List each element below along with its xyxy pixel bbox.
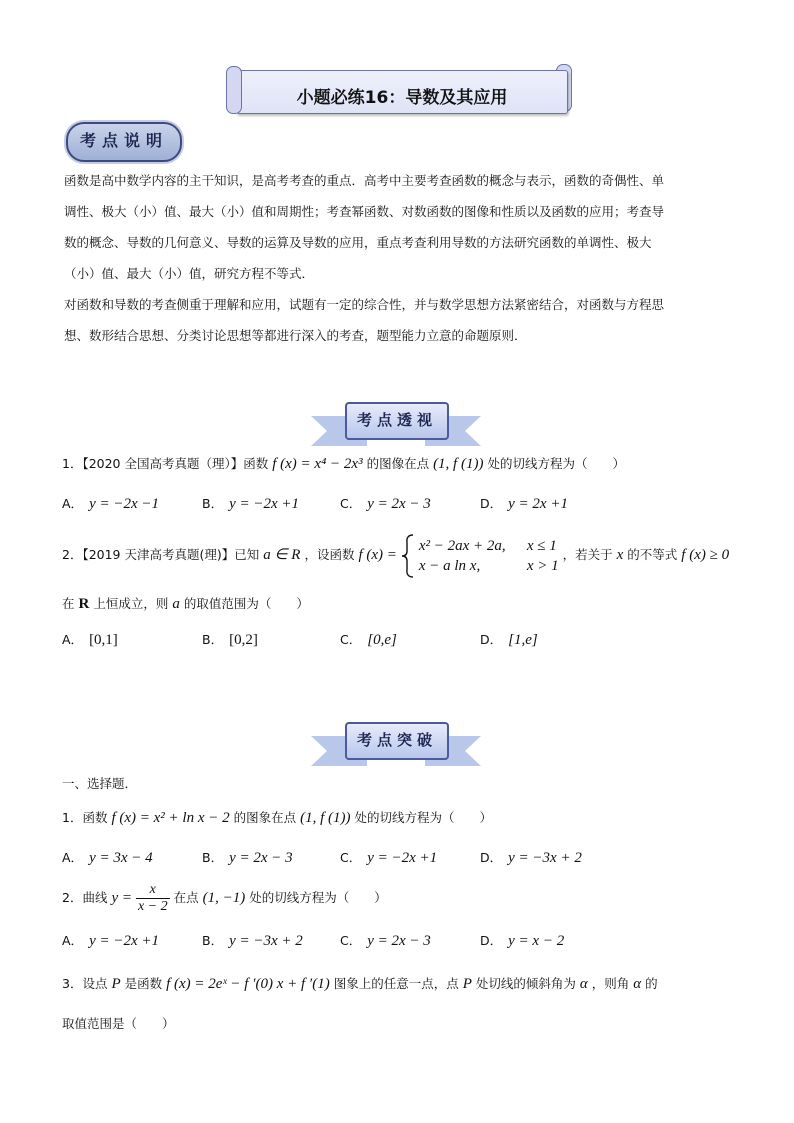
question-2-breakthrough (62, 880, 387, 916)
title-scroll (226, 64, 572, 114)
left-brace-icon (401, 533, 415, 579)
question-text: 上恒成立，则 (93, 596, 169, 611)
option-c[interactable] (340, 494, 431, 513)
case-expression: x − a ln x, (418, 557, 481, 574)
inequality-expression: f (x) ≥ 0 (681, 547, 730, 563)
option-value: y = 2x − 3 (229, 850, 293, 866)
option-label: B． (202, 850, 224, 865)
question-text: 的取值范围为（ ） (183, 596, 309, 611)
option-c[interactable] (340, 630, 397, 649)
section-ribbon-breakthrough (311, 722, 481, 766)
option-label: D． (480, 632, 503, 647)
option-label: A． (62, 496, 84, 511)
question-text: 处的切线方程为（ ） (249, 890, 387, 905)
option-label: D． (480, 850, 503, 865)
question-text: ，则角 (591, 976, 630, 991)
question-text: ，设函数 (304, 547, 355, 562)
option-value: [0,1] (89, 632, 118, 648)
page-title: 小题必练16：导数及其应用 (296, 88, 508, 108)
question-text: 的图像在点 (366, 456, 430, 471)
case-condition: x ≤ 1 (526, 537, 557, 554)
intro-line: 函数是高中数学内容的主干知识，是高考考查的重点．高考中主要考查函数的概念与表示，函数的奇偶性、单 (64, 173, 665, 188)
option-value: y = −2x +1 (367, 850, 438, 866)
function-expression: f (x) = 2eˣ − f ′(0) x + f ′(1) (166, 976, 330, 992)
option-value: y = 2x − 3 (367, 496, 431, 512)
question-text: 的不等式 (627, 547, 678, 562)
case-row-2 (419, 556, 559, 576)
option-label: D． (480, 496, 503, 511)
option-value: y = x − 2 (508, 933, 565, 949)
case-condition: x > 1 (526, 557, 559, 574)
question-text: 是函数 (124, 976, 163, 991)
option-value: [0,e] (367, 632, 397, 648)
question-text: 的图象在点 (233, 810, 297, 825)
option-label: B． (202, 933, 224, 948)
piecewise-function (401, 532, 559, 579)
question-text: 处的切线方程为（ ） (354, 810, 492, 825)
variable: x (616, 547, 624, 563)
variable: P (111, 976, 121, 992)
option-a[interactable] (62, 630, 118, 649)
case-row-1 (419, 536, 559, 556)
option-d[interactable] (480, 494, 568, 513)
question-text: 2．【2019 天津高考真题(理)】已知 (62, 547, 260, 562)
question-1-perspective (62, 454, 625, 473)
question-2-line-2 (62, 594, 309, 613)
fraction-denominator: x − 2 (137, 899, 168, 914)
option-value: y = 3x − 4 (89, 850, 153, 866)
option-label: C． (340, 632, 362, 647)
option-d[interactable] (480, 630, 538, 649)
option-label: A． (62, 632, 84, 647)
intro-line: 数的概念、导数的几何意义、导数的运算及导数的应用，重点考查利用导数的方法研究函数的单调性、极大 (64, 235, 652, 250)
option-label: B． (202, 496, 224, 511)
question-text: 在 (62, 596, 75, 611)
option-b[interactable] (202, 494, 299, 513)
question-text: 2．曲线 (62, 890, 108, 905)
option-value: [0,2] (229, 632, 258, 648)
option-a[interactable] (62, 494, 159, 513)
question-text: 1．函数 (62, 810, 108, 825)
intro-line: 对函数和导数的考查侧重于理解和应用，试题有一定的综合性，并与数学思想方法紧密结合，对函数与方程思 (64, 297, 665, 312)
variable: α (579, 976, 588, 992)
option-b[interactable] (202, 931, 303, 950)
intro-text (64, 165, 734, 351)
option-value: y = 2x − 3 (367, 933, 431, 949)
ribbon-label: 考点突破 (345, 722, 449, 760)
option-label: C． (340, 933, 362, 948)
question-text: 处的切线方程为（ ） (487, 456, 625, 471)
ribbon-label: 考点透视 (345, 402, 449, 440)
option-a[interactable] (62, 848, 153, 867)
point-expression: (1, f (1)) (300, 810, 351, 826)
question-text: 在点 (173, 890, 199, 905)
section-badge: 考点说明 (66, 122, 182, 162)
option-b[interactable] (202, 848, 293, 867)
intro-line: 调性、极大（小）值、最大（小）值和周期性；考查幂函数、对数函数的图像和性质以及函数的应用；考查导 (64, 204, 665, 219)
question-2-perspective (62, 532, 729, 579)
piecewise-cases (419, 536, 559, 576)
option-d[interactable] (480, 848, 582, 867)
variable: α (633, 976, 642, 992)
point-expression: (1, f (1)) (433, 456, 484, 472)
function-expression: f (x) = x⁴ − 2x³ (272, 456, 363, 472)
section-heading: 一、选择题． (62, 776, 138, 791)
option-label: A． (62, 850, 84, 865)
variable: a (172, 596, 180, 612)
scroll-curl-left (226, 66, 242, 114)
option-c[interactable] (340, 848, 437, 867)
fraction (136, 882, 170, 915)
intro-line: 想、数形结合思想、分类讨论思想等都进行深入的考查，题型能力立意的命题原则． (64, 328, 527, 343)
option-label: D． (480, 933, 503, 948)
real-set-symbol: R (78, 596, 90, 612)
option-label: B． (202, 632, 224, 647)
option-value: y = −3x + 2 (508, 850, 582, 866)
condition-expression: a ∈ R (263, 547, 301, 563)
option-value: y = −2x +1 (229, 496, 300, 512)
option-a[interactable] (62, 931, 159, 950)
question-1-breakthrough (62, 808, 492, 827)
question-3-line-2: 取值范围是（ ） (62, 1016, 175, 1031)
curve-expression: y = (111, 890, 132, 906)
function-expression: f (x) = (358, 547, 397, 563)
option-label: A． (62, 933, 84, 948)
scroll-body (236, 70, 568, 114)
question-3-breakthrough (62, 974, 658, 993)
fraction-numerator: x (136, 882, 170, 899)
question-text: 的 (645, 976, 658, 991)
option-d[interactable] (480, 931, 564, 950)
question-text: 图象上的任意一点，点 (333, 976, 459, 991)
question-text: 3．设点 (62, 976, 108, 991)
option-c[interactable] (340, 931, 431, 950)
option-value: y = −2x −1 (89, 496, 159, 512)
question-text: 1．【2020 全国高考真题（理）】函数 (62, 456, 269, 471)
case-expression: x² − 2ax + 2a, (418, 537, 506, 554)
section-ribbon-perspective (311, 402, 481, 446)
option-value: y = 2x +1 (508, 496, 568, 512)
variable: P (462, 976, 472, 992)
option-value: y = −3x + 2 (229, 933, 303, 949)
function-expression: f (x) = x² + ln x − 2 (111, 810, 230, 826)
option-label: C． (340, 496, 362, 511)
point-expression: (1, −1) (202, 890, 246, 906)
option-value: y = −2x +1 (89, 933, 159, 949)
intro-line: （小）值、最大（小）值，研究方程不等式． (64, 266, 315, 281)
option-value: [1,e] (508, 632, 538, 648)
option-b[interactable] (202, 630, 258, 649)
question-text: 处切线的倾斜角为 (475, 976, 576, 991)
question-text: ，若关于 (562, 547, 613, 562)
option-label: C． (340, 850, 362, 865)
